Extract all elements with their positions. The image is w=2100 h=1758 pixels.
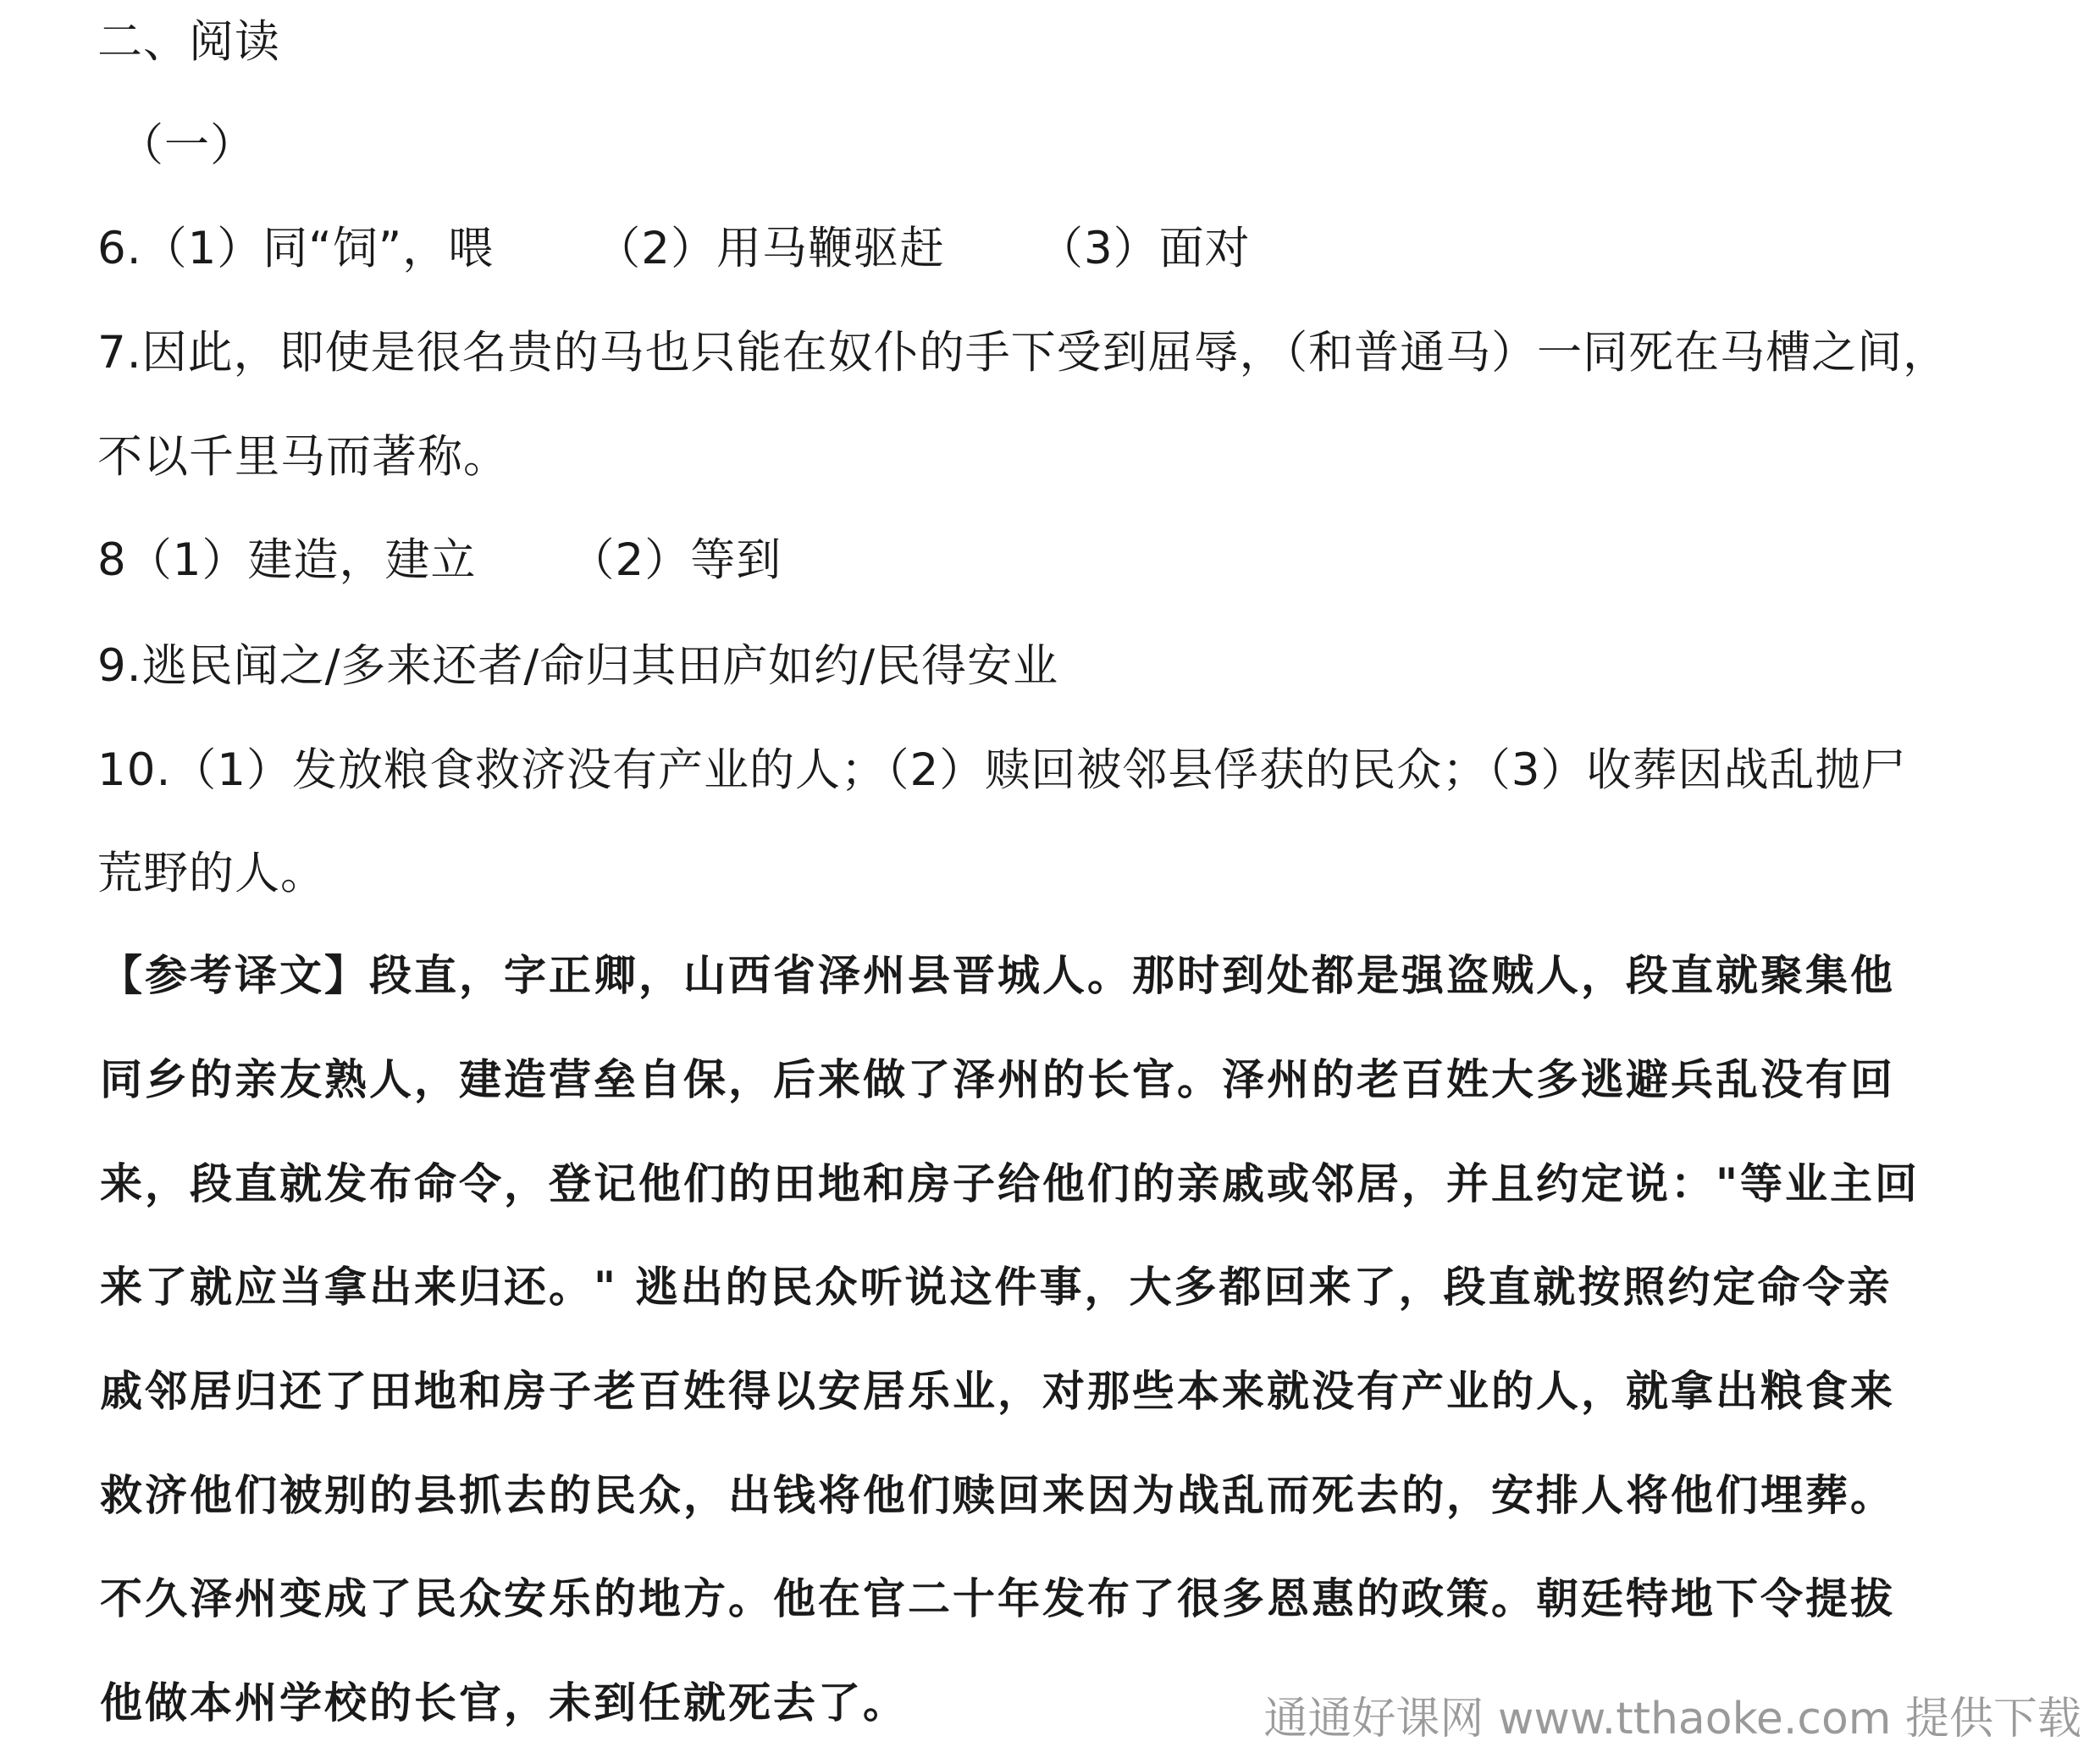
answer-6 bbox=[97, 222, 1251, 276]
answer-8-part-1: （1）建造，建立 bbox=[126, 534, 477, 586]
answer-6-part-1: （1）同“饲”，喂 bbox=[141, 223, 495, 274]
answer-6-part-3: （3）面对 bbox=[1037, 223, 1251, 274]
answer-10-line-2: 荒野的人。 bbox=[97, 848, 326, 899]
answer-10-line-1: 10.（1）发放粮食救济没有产业的人；（2）赎回被邻县俘获的民众；（3）收葬因战乱抛尸 bbox=[97, 744, 1907, 796]
answer-7-line-2: 不以千里马而著称。 bbox=[97, 431, 509, 483]
translation-line-2: 同乡的亲友熟人，建造营垒自保，后来做了泽州的长官。泽州的老百姓大多逃避兵乱没有回 bbox=[100, 1054, 1895, 1104]
translation-line-5: 戚邻居归还了田地和房子老百姓得以安居乐业，对那些本来就没有产业的人，就拿出粮食来 bbox=[100, 1366, 1895, 1416]
translation-line-7: 不久泽州变成了民众安乐的地方。他在官二十年发布了很多恩惠的政策。朝廷特地下令提拔 bbox=[100, 1573, 1895, 1623]
translation-line-6: 救济他们被别的县抓去的民众，出钱将他们赎回来因为战乱而死去的，安排人将他们埋葬。 bbox=[100, 1470, 1895, 1520]
answer-6-number: 6. bbox=[97, 223, 142, 274]
translation-line-8: 他做本州学校的长官，未到任就死去了。 bbox=[100, 1678, 908, 1728]
answer-9: 9.逃民闻之/多来还者/命归其田庐如约/民得安业 bbox=[97, 640, 1059, 692]
answer-8-part-2: （2）等到 bbox=[569, 534, 782, 586]
section-title: 二、阅读 bbox=[97, 16, 280, 68]
translation-line-1: 【参考译文】段直，字正卿，山西省泽州县晋城人。那时到处都是强盗贼人，段直就聚集他 bbox=[100, 950, 1895, 1000]
answer-6-part-2: （2）用马鞭驱赶 bbox=[595, 223, 945, 274]
translation-line-3: 来，段直就发布命令，登记他们的田地和房子给他们的亲戚或邻居，并且约定说："等业主回 bbox=[100, 1158, 1920, 1208]
answer-8 bbox=[97, 533, 782, 588]
section-subtitle: （一） bbox=[119, 119, 256, 171]
watermark-text: 通通好课网 www.tthaoke.com 提供下载 bbox=[1263, 1694, 2081, 1744]
answer-8-number: 8 bbox=[97, 534, 127, 586]
answer-7-line-1: 7.因此，即使是很名贵的马也只能在奴仆的手下受到屈辱，（和普通马）一同死在马槽之间， bbox=[97, 327, 1949, 379]
translation-line-4: 来了就应当拿出来归还。" 逃出的民众听说这件事，大多都回来了，段直就按照约定命令亲 bbox=[100, 1262, 1893, 1312]
